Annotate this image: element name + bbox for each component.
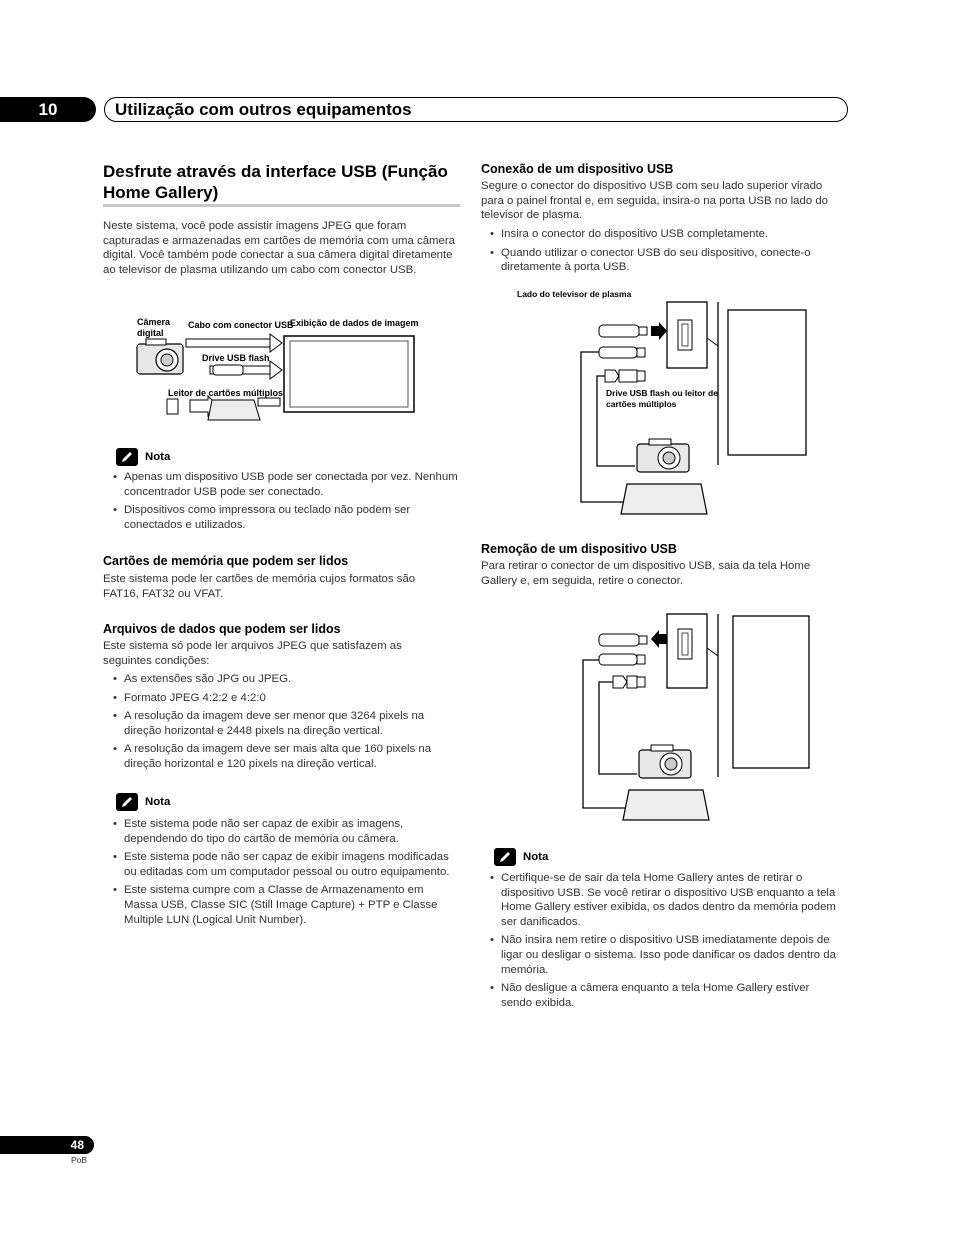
list-item: • Dispositivos como impressora ou teclado não podem ser conectados e utilizados. [104, 503, 460, 532]
files-heading: Arquivos de dados que podem ser lidos [103, 622, 341, 636]
note-heading-3 [494, 848, 548, 866]
connect-heading: Conexão de um dispositivo USB [481, 162, 674, 176]
note-label: Nota [145, 796, 171, 808]
cable-label: Cabo com conector USB [188, 320, 294, 330]
list-item: • A resolução da imagem deve ser menor que 3264 pixels na direção horizontal e 2448 pixels na direção vertical. [104, 709, 460, 738]
list-item: • Formato JPEG 4:2:2 e 4:2:0 [104, 691, 460, 706]
pencil-note-icon [494, 848, 516, 866]
list-item: • Apenas um dispositivo USB pode ser conectada por vez. Nenhum concentrador USB pode ser conectado. [104, 470, 460, 499]
plasma-display [284, 336, 414, 412]
cable-arrow [186, 334, 282, 352]
list-item: • Certifique-se de sair da tela Home Gallery antes de retirar o dispositivo USB. Se você retirar o dispositivo USB enquanto a tela Home Gallery estiver exibida, os dados dentro da memória podem ser danificados. [481, 871, 839, 929]
pencil-note-icon [116, 448, 138, 466]
note-label: Nota [145, 451, 171, 463]
note-list-2 [104, 817, 460, 931]
cards-heading: Cartões de memória que podem ser lidos [103, 554, 349, 568]
page-number: 48 [0, 1136, 94, 1154]
chapter-number: 10 [0, 97, 96, 122]
reader-label: Leitor de cartões múltiplos [168, 388, 284, 398]
title-divider [103, 204, 460, 207]
chapter-title: Utilização com outros equipamentos [104, 97, 848, 122]
list-item: • Insira o conector do dispositivo USB completamente. [481, 227, 839, 242]
camera-label: Câmera digital [137, 317, 171, 338]
list-item: • Quando utilizar o conector USB do seu dispositivo, conecte-o diretamente à porta USB. [481, 246, 839, 275]
drive-label: Drive USB flash [202, 353, 270, 363]
usb-connection-diagram [575, 300, 815, 520]
list-item: • As extensões são JPG ou JPEG. [104, 672, 460, 687]
device-label: Drive USB flash ou leitor de cartões múltiplos [606, 388, 718, 409]
list-item: • A resolução da imagem deve ser mais alta que 160 pixels na direção horizontal e 120 pixels na direção vertical. [104, 742, 460, 771]
list-item: • Este sistema cumpre com a Classe de Armazenamento em Massa USB, Classe SIC (Still Image Capture) + PTP e Classe Multiple LUN (Logical Unit Number). [104, 883, 460, 927]
note-heading-2 [116, 793, 170, 811]
camera-illustration [137, 339, 183, 374]
remove-heading: Remoção de um dispositivo USB [481, 542, 677, 556]
note-list-1 [104, 470, 460, 536]
list-item: • Este sistema pode não ser capaz de exibir as imagens, dependendo do tipo do cartão de memória ou câmera. [104, 817, 460, 846]
pencil-note-icon [116, 793, 138, 811]
note-heading-1 [116, 448, 170, 466]
display-label: Exibição de dados de imagem [290, 318, 419, 328]
language-code: PoB [71, 1155, 88, 1165]
list-item: • Não desligue a câmera enquanto a tela Home Gallery estiver sendo exibida. [481, 981, 839, 1010]
files-list [104, 672, 460, 776]
list-item: • Este sistema pode não ser capaz de exibir imagens modificadas ou editadas com um computador pessoal ou outro equipamento. [104, 850, 460, 879]
files-text: Este sistema só pode ler arquivos JPEG que satisfazem as seguintes condições: [103, 640, 402, 667]
list-item: • Não insira nem retire o dispositivo USB imediatamente depois de ligar ou desligar o sistema. Isso pode danificar os dados dentro da memória. [481, 933, 839, 977]
note-label: Nota [523, 851, 549, 863]
connect-list [481, 227, 839, 279]
cards-text: Este sistema pode ler cartões de memória cujos formatos são FAT16, FAT32 ou VFAT. [103, 573, 416, 600]
intro-paragraph: Neste sistema, você pode assistir imagens JPEG que foram capturadas e armazenadas em cartões de memória com uma câmera digital. Você também pode conectar a sua câmera digital diretamente ao televisor de plasma utilizando um cabo com conector USB. [103, 220, 456, 276]
connect-text: Segure o conector do dispositivo USB com seu lado superior virado para o painel frontal e, em seguida, insira-o na porta USB no lado do televisor de plasma. [481, 180, 828, 222]
usb-removal-diagram [575, 612, 815, 822]
card-reader-illustration [167, 396, 280, 420]
remove-text: Para retirar o conector de um dispositivo USB, saia da tela Home Gallery e, em seguida, retire o conector. [481, 560, 811, 587]
tv-side-label: Lado do televisor de plasma [517, 289, 632, 299]
note-list-3 [481, 871, 839, 1014]
section-title: Desfrute através da interface USB (Função Home Gallery) [103, 162, 448, 202]
